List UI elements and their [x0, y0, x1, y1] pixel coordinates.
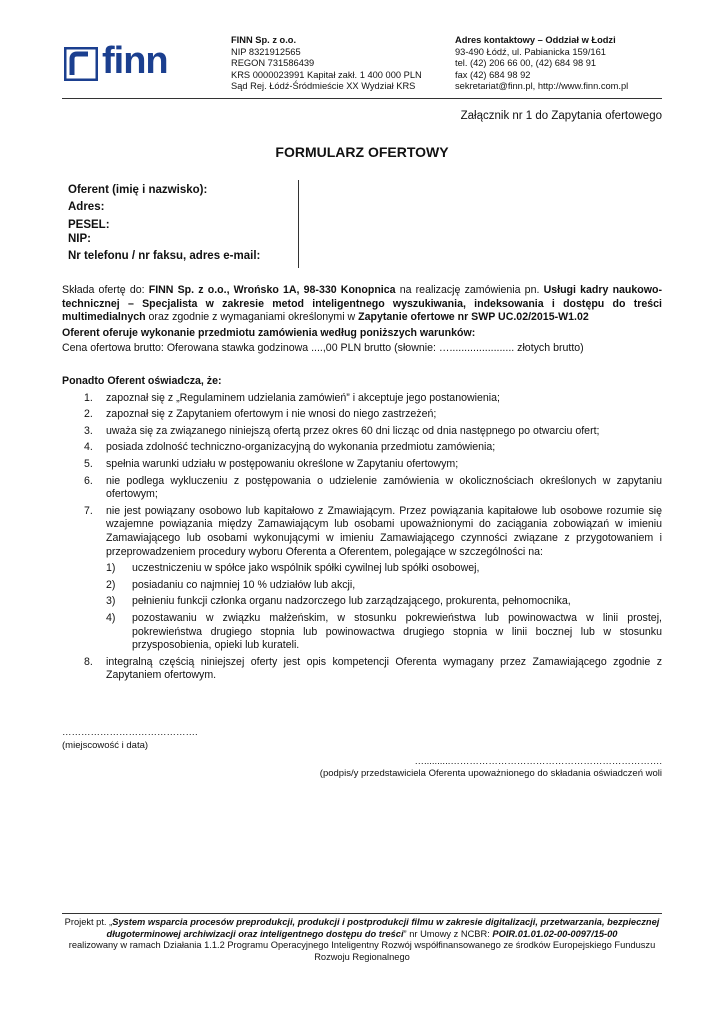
finn-logo-icon — [64, 47, 98, 81]
list-item — [62, 392, 662, 406]
declarations-section — [62, 375, 662, 686]
intro-paragraph — [62, 284, 662, 325]
list-number: 3. — [84, 424, 93, 437]
contact-line: 93-490 Łódź, ul. Pabianicka 159/161 — [455, 46, 606, 57]
field-name-label: Oferent (imię i nazwisko): — [68, 184, 208, 196]
list-text: uważa się za związanego niniejszą ofertą przez okres 60 dni licząc od dnia następnego po otwarciu ofert; — [106, 424, 600, 437]
inquiry-number: Zapytanie ofertowe nr SWP UC.02/2015-W1.02 — [358, 311, 589, 324]
intro-text: oraz zgodnie z wymaganiami określonymi w — [145, 311, 359, 324]
field-address-label: Adres: — [68, 200, 105, 213]
contact-line: tel. (42) 206 66 00, (42) 684 98 91 — [455, 58, 597, 68]
sub-list-text: pełnieniu funkcji członka organu nadzorczego lub zarządzającego, prokurenta, pełnomocnika, — [132, 595, 571, 608]
company-info — [231, 35, 422, 93]
list-item — [62, 656, 662, 683]
fields-divider — [298, 180, 299, 268]
field-pesel-label: PESEL: — [68, 218, 110, 231]
list-item — [62, 425, 662, 439]
attachment-label: Załącznik nr 1 do Zapytania ofertowego — [460, 110, 662, 122]
footer-text: Projekt pt. „ — [64, 917, 113, 927]
footer-divider — [62, 913, 662, 914]
intro-section — [62, 284, 662, 356]
list-text: nie jest powiązany osobowo lub kapitałowo z Zmawiającym. Przez powiązania kapitałowe lub osobowe rozumie się wzajemne powiązania między Zamawiającym lub osobami upoważnionymi do zaciągania zobowiązań w imieniu Zamawiającego lub osobami wykonującymi w imieniu Zamawiającego czynności związane z przygotowaniem i przeprowadzeniem procedury wyboru Oferenta a Oferentem, polegające w szczególności na: — [106, 504, 662, 558]
offer-conditions-heading: Oferent oferuje wykonanie przedmiotu zamówienia według poniższych warunków: — [62, 326, 476, 339]
intro-text: Składa ofertę do: — [62, 284, 149, 296]
order-name: Usługi kadry naukowo-technicznej – Specjalista w zakresie metod inteligentnego wyszukiwania, indeksowania i dostępu do treści multimedialnych — [62, 284, 663, 324]
sub-list-text: pozostawaniu w związku małżeńskim, w stosunku pokrewieństwa lub powinowactwa w linii prostej, pokrewieństwa drugiego stopnia lub powinowactwa drugiego stopnia w linii bocznej lub w stosunku przysposobienia, opieki lub kurateli. — [132, 611, 662, 652]
price-line: Cena ofertowa brutto: Oferowana stawka godzinowa ....,00 PLN brutto (słownie: …...................... złotych brutto) — [62, 342, 584, 355]
list-number: 1. — [84, 391, 93, 404]
sub-list-number: 2) — [106, 578, 116, 591]
offeror-fields — [68, 182, 260, 264]
footer-text: ” nr Umowy z NCBR: — [403, 928, 493, 939]
project-footer — [62, 917, 662, 963]
sub-list-number: 3) — [106, 595, 116, 608]
list-text: integralną częścią niniejszej oferty jest opis kompetencji Oferenta wymagany przez Zamawiającego zgodnie z Zapytaniem ofertowym. — [106, 655, 662, 682]
company-name: FINN Sp. z o.o. — [231, 35, 297, 45]
company-line: KRS 0000023991 Kapitał zakł. 1 400 000 PLN — [231, 69, 422, 80]
contract-number: POIR.01.01.02-00-0097/15-00 — [492, 928, 618, 939]
contact-info — [455, 35, 628, 93]
sub-list-item — [106, 562, 662, 576]
list-text: zapoznał się z Zapytaniem ofertowym i nie wnosi do niego zastrzeżeń; — [106, 408, 437, 421]
contact-line: fax (42) 684 98 92 — [455, 69, 531, 80]
list-number: 7. — [84, 504, 93, 517]
list-number: 5. — [84, 457, 93, 470]
sub-list-text: uczestniczeniu w spółce jako wspólnik spółki cywilnej lub spółki osobowej, — [132, 562, 480, 575]
list-text: spełnia warunki udziału w postępowaniu określone w Zapytaniu ofertowym; — [106, 457, 459, 470]
header-divider — [62, 98, 662, 99]
contact-line: sekretariat@finn.pl, http://www.finn.com.pl — [455, 81, 629, 91]
sub-list — [106, 562, 662, 653]
footer-funding-text: realizowany w ramach Działania 1.1.2 Programu Operacyjnego Inteligentny Rozwój współfinansowanego ze środków Europejskiego Funduszu Rozwoju Regionalnego — [68, 940, 656, 962]
field-nip-label: NIP: — [68, 232, 91, 245]
list-number: 8. — [84, 655, 93, 668]
sub-list-number: 4) — [106, 611, 116, 624]
company-line: REGON 731586439 — [231, 58, 315, 68]
declarations-list — [62, 392, 662, 683]
sub-list-text: posiadaniu co najmniej 10 % udziałów lub akcji, — [132, 578, 356, 591]
list-number: 6. — [84, 474, 93, 487]
company-line: Sąd Rej. Łódź-Śródmieście XX Wydział KRS — [231, 81, 416, 91]
list-item — [62, 475, 662, 502]
company-line: NIP 8321912565 — [231, 46, 301, 57]
place-date-dots: ……………………………………. — [62, 727, 198, 738]
sub-list-number: 1) — [106, 562, 116, 575]
field-contact-label: Nr telefonu / nr faksu, adres e-mail: — [68, 249, 261, 262]
company-logo — [64, 40, 174, 84]
list-text: zapoznał się z „Regulaminem udzielania zamówień” i akceptuje jego postanowienia; — [106, 391, 500, 404]
declarations-heading: Ponadto Oferent oświadcza, że: — [62, 375, 222, 387]
list-number: 4. — [84, 441, 93, 454]
list-text: nie podlega wykluczeniu z postępowania o udzielenie zamówienia w okolicznościach określonych w zapytaniu ofertowym; — [106, 474, 662, 501]
list-number: 2. — [84, 408, 93, 421]
recipient-name: FINN Sp. z o.o., Wrońsko 1A, 98-330 Konopnica — [148, 284, 396, 296]
contact-title: Adres kontaktowy – Oddział w Łodzi — [455, 35, 616, 45]
place-date-label: (miejscowość i data) — [62, 740, 149, 751]
signature-dots: …..........…………………………………………………………. — [414, 756, 662, 767]
project-title: System wsparcia procesów preprodukcji, produkcji i postprodukcji filmu w zakresie digitalizacji, przetwarzania, bezpiecznej długoterminowej archiwizacji oraz inteligentnego dostępu do treści — [106, 917, 660, 939]
page-title: FORMULARZ OFERTOWY — [275, 144, 449, 160]
sub-list-item — [106, 612, 662, 653]
list-item — [62, 441, 662, 455]
list-text: posiada zdolność techniczno-organizacyjną do wykonania przedmiotu zamówienia; — [106, 441, 496, 454]
intro-text: na realizację zamówienia pn. — [395, 284, 544, 296]
signature-label: (podpis/y przedstawiciela Oferenta upoważnionego do składania oświadczeń woli — [319, 768, 662, 779]
list-item — [62, 458, 662, 472]
sub-list-item — [106, 595, 662, 609]
list-item — [62, 408, 662, 422]
list-item — [62, 505, 662, 653]
sub-list-item — [106, 579, 662, 593]
logo-wordmark: finn — [102, 40, 168, 82]
